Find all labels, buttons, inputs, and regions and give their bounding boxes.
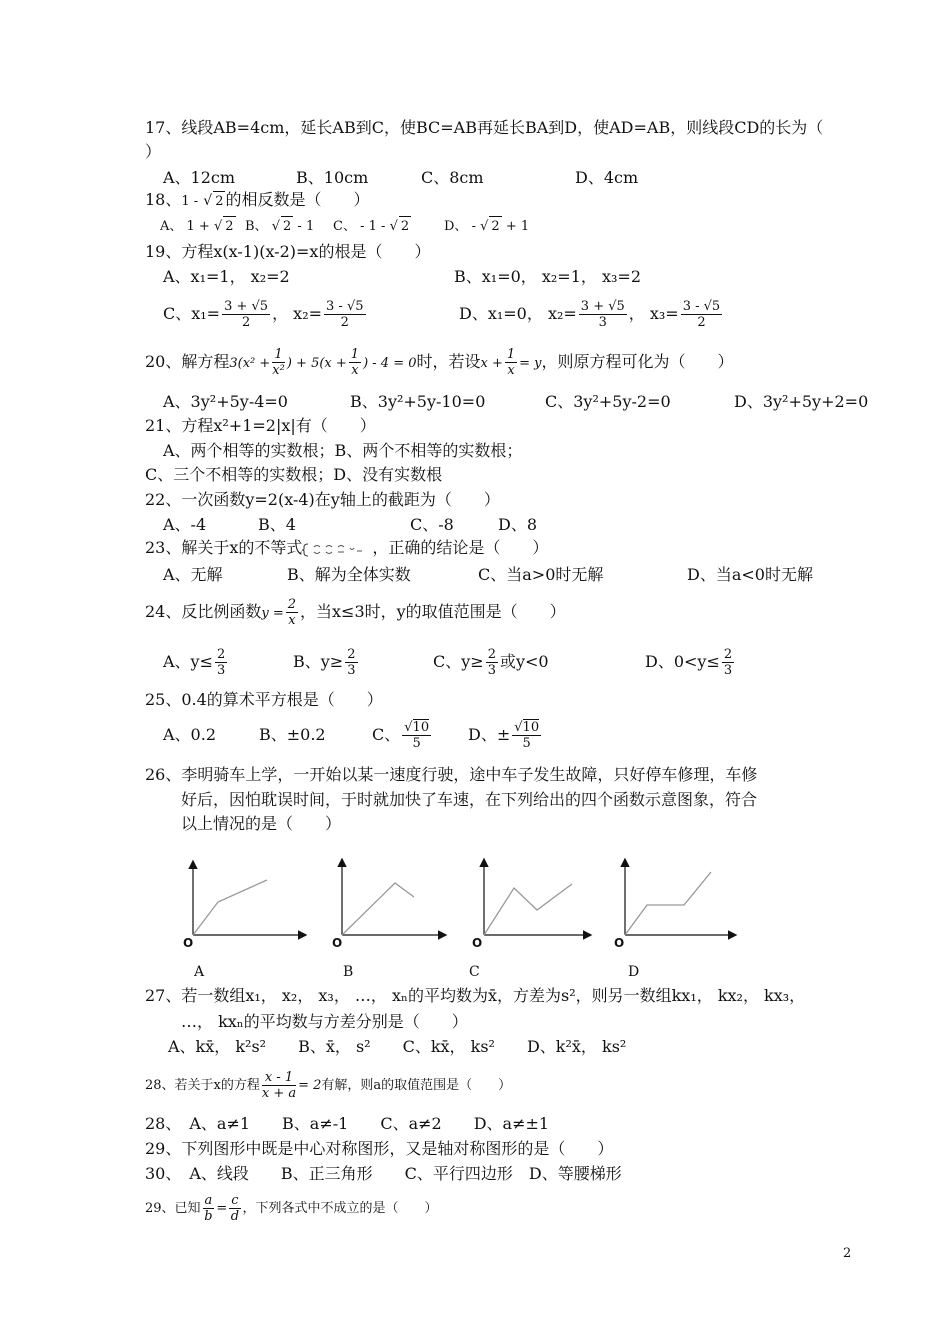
- graph-b: [332, 860, 445, 950]
- q18-option-b: B、 √ 2 - 1: [245, 216, 314, 237]
- q26-graphs: [165, 850, 755, 955]
- q20-option-a: A、3y²+5y-4=0: [163, 392, 288, 411]
- graph-c-label: C: [469, 964, 480, 980]
- q19-option-b: B、x₁=0， x₂=1， x₃=2: [454, 267, 642, 286]
- q22-stem: 22、一次函数y=2(x-4)在y轴上的截距为（ ）: [145, 490, 500, 509]
- q17-close: ）: [145, 142, 162, 161]
- q23-stem: 23、解关于x的不等式 ，正确的结论是（ ）: [145, 538, 549, 557]
- q29b-stem: 29、已知 $\frac{a}{b}$ = $\frac{c}{d}$ ，下列各式中不成立的是（ ）: [145, 1193, 438, 1224]
- q20-option-b: B、3y²+5y-10=0: [350, 392, 486, 411]
- graph-d-origin: O: [614, 936, 625, 950]
- q30-options: 30、 A、线段 B、正三角形 C、平行四边形 D、等腰梯形: [145, 1164, 622, 1183]
- q17-option-a: A、12cm: [163, 168, 236, 187]
- graph-d-line: [625, 872, 711, 935]
- q19-option-a: A、x₁=1， x₂=2: [163, 267, 290, 286]
- q27-stem-line2: …， kxₙ的平均数与方差分别是（ ）: [181, 1012, 468, 1031]
- q21-options-cd: C、三个不相等的实数根；D、没有实数根: [145, 465, 443, 484]
- q20-option-c: C、3y²+5y-2=0: [545, 392, 671, 411]
- graph-d: [614, 860, 735, 950]
- q19-option-c: C、x₁= $\frac{3 + √5}{2}$ ， x₂= $\frac{3 - √5}{2}$: [163, 299, 364, 330]
- graph-a-line: [193, 880, 267, 935]
- graph-a-origin: O: [183, 936, 194, 950]
- graph-b-label: B: [343, 964, 354, 980]
- q25-stem: 25、0.4的算术平方根是（ ）: [145, 690, 383, 709]
- q17-stem: 17、线段AB=4cm，延长AB到C，使BC=AB再延长BA到D，使AD=AB，则线段CD的长为（: [145, 118, 824, 137]
- q24-option-c: C、y≥ $\frac{2}{3}$ 或y<0: [433, 647, 549, 678]
- q22-option-d: D、8: [498, 515, 538, 534]
- q20-option-d: D、3y²+5y+2=0: [734, 392, 869, 411]
- q26-stem-line3: 以上情况的是（ ）: [181, 814, 342, 833]
- q17-option-c: C、8cm: [421, 168, 484, 187]
- q19-option-d: D、x₁=0， x₂= $\frac{3 + √5}{3}$ ， x₃= $\frac{3 - √5}{2}$: [459, 299, 721, 330]
- q23-option-b: B、解为全体实数: [287, 565, 411, 584]
- q24-option-b: B、y≥ $\frac{2}{3}$: [293, 647, 356, 678]
- graph-c-origin: O: [472, 936, 483, 950]
- q28-options: 28、 A、a≠1 B、a≠-1 C、a≠2 D、a≠±1: [145, 1114, 550, 1133]
- q17-option-d: D、4cm: [575, 168, 639, 187]
- q17-option-b: B、10cm: [296, 168, 369, 187]
- graph-a-label: A: [194, 964, 205, 980]
- q25-option-c: C、 $\frac{√10}{5}$: [372, 720, 430, 751]
- q25-option-a: A、0.2: [163, 725, 217, 744]
- q18-option-c: C、 - 1 - √ 2: [333, 216, 411, 237]
- q18-stem: 18、1 - √ 2 的相反数是（ ）: [145, 190, 369, 212]
- q26-stem-line2: 好后，因怕耽误时间，于时就加快了车速，在下列给出的四个函数示意图象，符合: [181, 790, 758, 809]
- graph-a: [183, 862, 305, 950]
- q22-option-c: C、-8: [410, 515, 454, 534]
- q26-stem-line1: 26、李明骑车上学，一开始以某一速度行驶，途中车子发生故障，只好停车修理，车修: [145, 765, 758, 784]
- q22-option-a: A、-4: [163, 515, 207, 534]
- graph-c-line: [484, 884, 572, 935]
- page-number: 2: [843, 1246, 852, 1261]
- q25-option-d: D、± $\frac{√10}{5}$: [468, 720, 540, 751]
- q22-option-b: B、4: [258, 515, 296, 534]
- q23-option-d: D、当a<0时无解: [687, 565, 813, 584]
- q28-stem: 28、若关于x的方程 $\frac{x - 1}{x + a}$ = 2有解，则a的取值范围是（ ）: [145, 1070, 512, 1101]
- q19-stem: 19、方程x(x-1)(x-2)=x的根是（ ）: [145, 242, 431, 261]
- q23-option-a: A、无解: [163, 565, 223, 584]
- q24-option-a: A、y≤ $\frac{2}{3}$: [163, 647, 226, 678]
- q25-option-b: B、±0.2: [259, 725, 326, 744]
- q24-stem: 24、反比例函数y = $\frac{2}{x}$ ，当x≤3时，y的取值范围是（ ）: [145, 597, 566, 628]
- inequality-system-graphic: [302, 542, 372, 556]
- q23-option-c: C、当a>0时无解: [478, 565, 604, 584]
- q21-stem: 21、方程x²+1=2|x|有（ ）: [145, 416, 376, 435]
- graph-b-origin: O: [332, 936, 343, 950]
- q20-stem: 20、解方程3(x² + $\frac{1}{\text{x²}}$ ) + 5(x + $\frac{1}{x}$ ) - 4 = 0时，若设x + $\frac{1}{x}$ = y，则原方程可化为（ ）: [145, 347, 734, 378]
- q18-option-a: A、 1 + √ 2: [160, 216, 236, 237]
- q24-option-d: D、0<y≤ $\frac{2}{3}$: [645, 647, 733, 678]
- graph-c: [472, 860, 590, 950]
- q18-option-d: D、 - √ 2 + 1: [444, 216, 529, 237]
- graph-b-line: [342, 883, 414, 935]
- q27-options: A、kx̄， k²s² B、x̄， s² C、kx̄， ks² D、k²x̄， ks²: [168, 1037, 627, 1056]
- q21-options-ab: A、两个相等的实数根；B、两个不相等的实数根；: [163, 441, 523, 460]
- graph-d-label: D: [628, 964, 640, 980]
- q29-stem: 29、下列图形中既是中心对称图形，又是轴对称图形的是（ ）: [145, 1139, 614, 1158]
- q27-stem-line1: 27、若一数组x₁， x₂， x₃， …， xₙ的平均数为x̄，方差为s²，则另一数组kx₁， kx₂， kx₃，: [145, 986, 806, 1005]
